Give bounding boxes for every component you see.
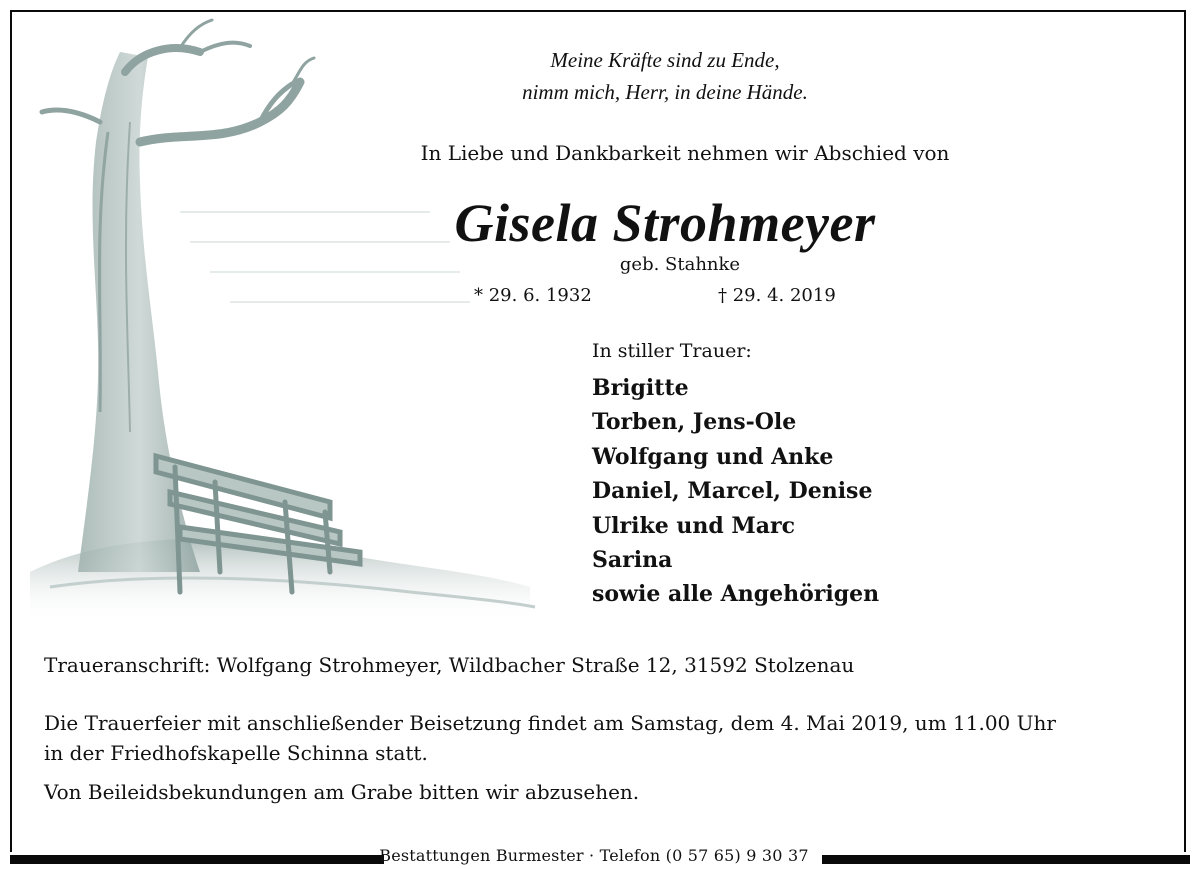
- verse-line-1: Meine Kräfte sind zu Ende,: [550, 48, 780, 72]
- mourner-name: Sarina: [592, 547, 673, 574]
- condolence-note: Von Beileidsbekundungen am Grabe bitten wir abzusehen.: [44, 780, 640, 804]
- mourner-list: [592, 371, 879, 612]
- funeral-service-notice: [44, 708, 1164, 768]
- verse-line-2: nimm mich, Herr, in deine Hände.: [522, 80, 808, 104]
- service-line-1: Die Trauerfeier mit anschließender Beisetzung findet am Samstag, dem 4. Mai 2019, um 11.00 Uhr: [44, 711, 1056, 735]
- mourning-label: In stiller Trauer:: [592, 340, 752, 362]
- deceased-name: Gisela Strohmeyer: [454, 193, 876, 253]
- mourner-name: sowie alle Angehörigen: [592, 581, 880, 608]
- mourner-name: Daniel, Marcel, Denise: [592, 478, 873, 505]
- death-date: † 29. 4. 2019: [718, 285, 836, 306]
- birth-date: * 29. 6. 1932: [474, 285, 592, 306]
- funeral-home-footer: Bestattungen Burmester · Telefon (0 57 65) 9 30 37: [379, 846, 809, 865]
- mourner-name: Torben, Jens-Ole: [592, 409, 797, 436]
- maiden-name: geb. Stahnke: [619, 254, 741, 275]
- mourner-name: Wolfgang und Anke: [592, 443, 834, 470]
- memorial-verse: [380, 44, 950, 108]
- footer-rule-left: [10, 855, 384, 864]
- farewell-intro: In Liebe und Dankbarkeit nehmen wir Abschied von: [420, 141, 950, 165]
- footer-rule-right: [822, 855, 1190, 864]
- mourner-name: Ulrike und Marc: [592, 512, 796, 539]
- mourner-name: Brigitte: [592, 375, 689, 401]
- mourning-address: Traueranschrift: Wolfgang Strohmeyer, Wildbacher Straße 12, 31592 Stolzenau: [44, 653, 855, 677]
- service-line-2: in der Friedhofskapelle Schinna statt.: [44, 741, 428, 765]
